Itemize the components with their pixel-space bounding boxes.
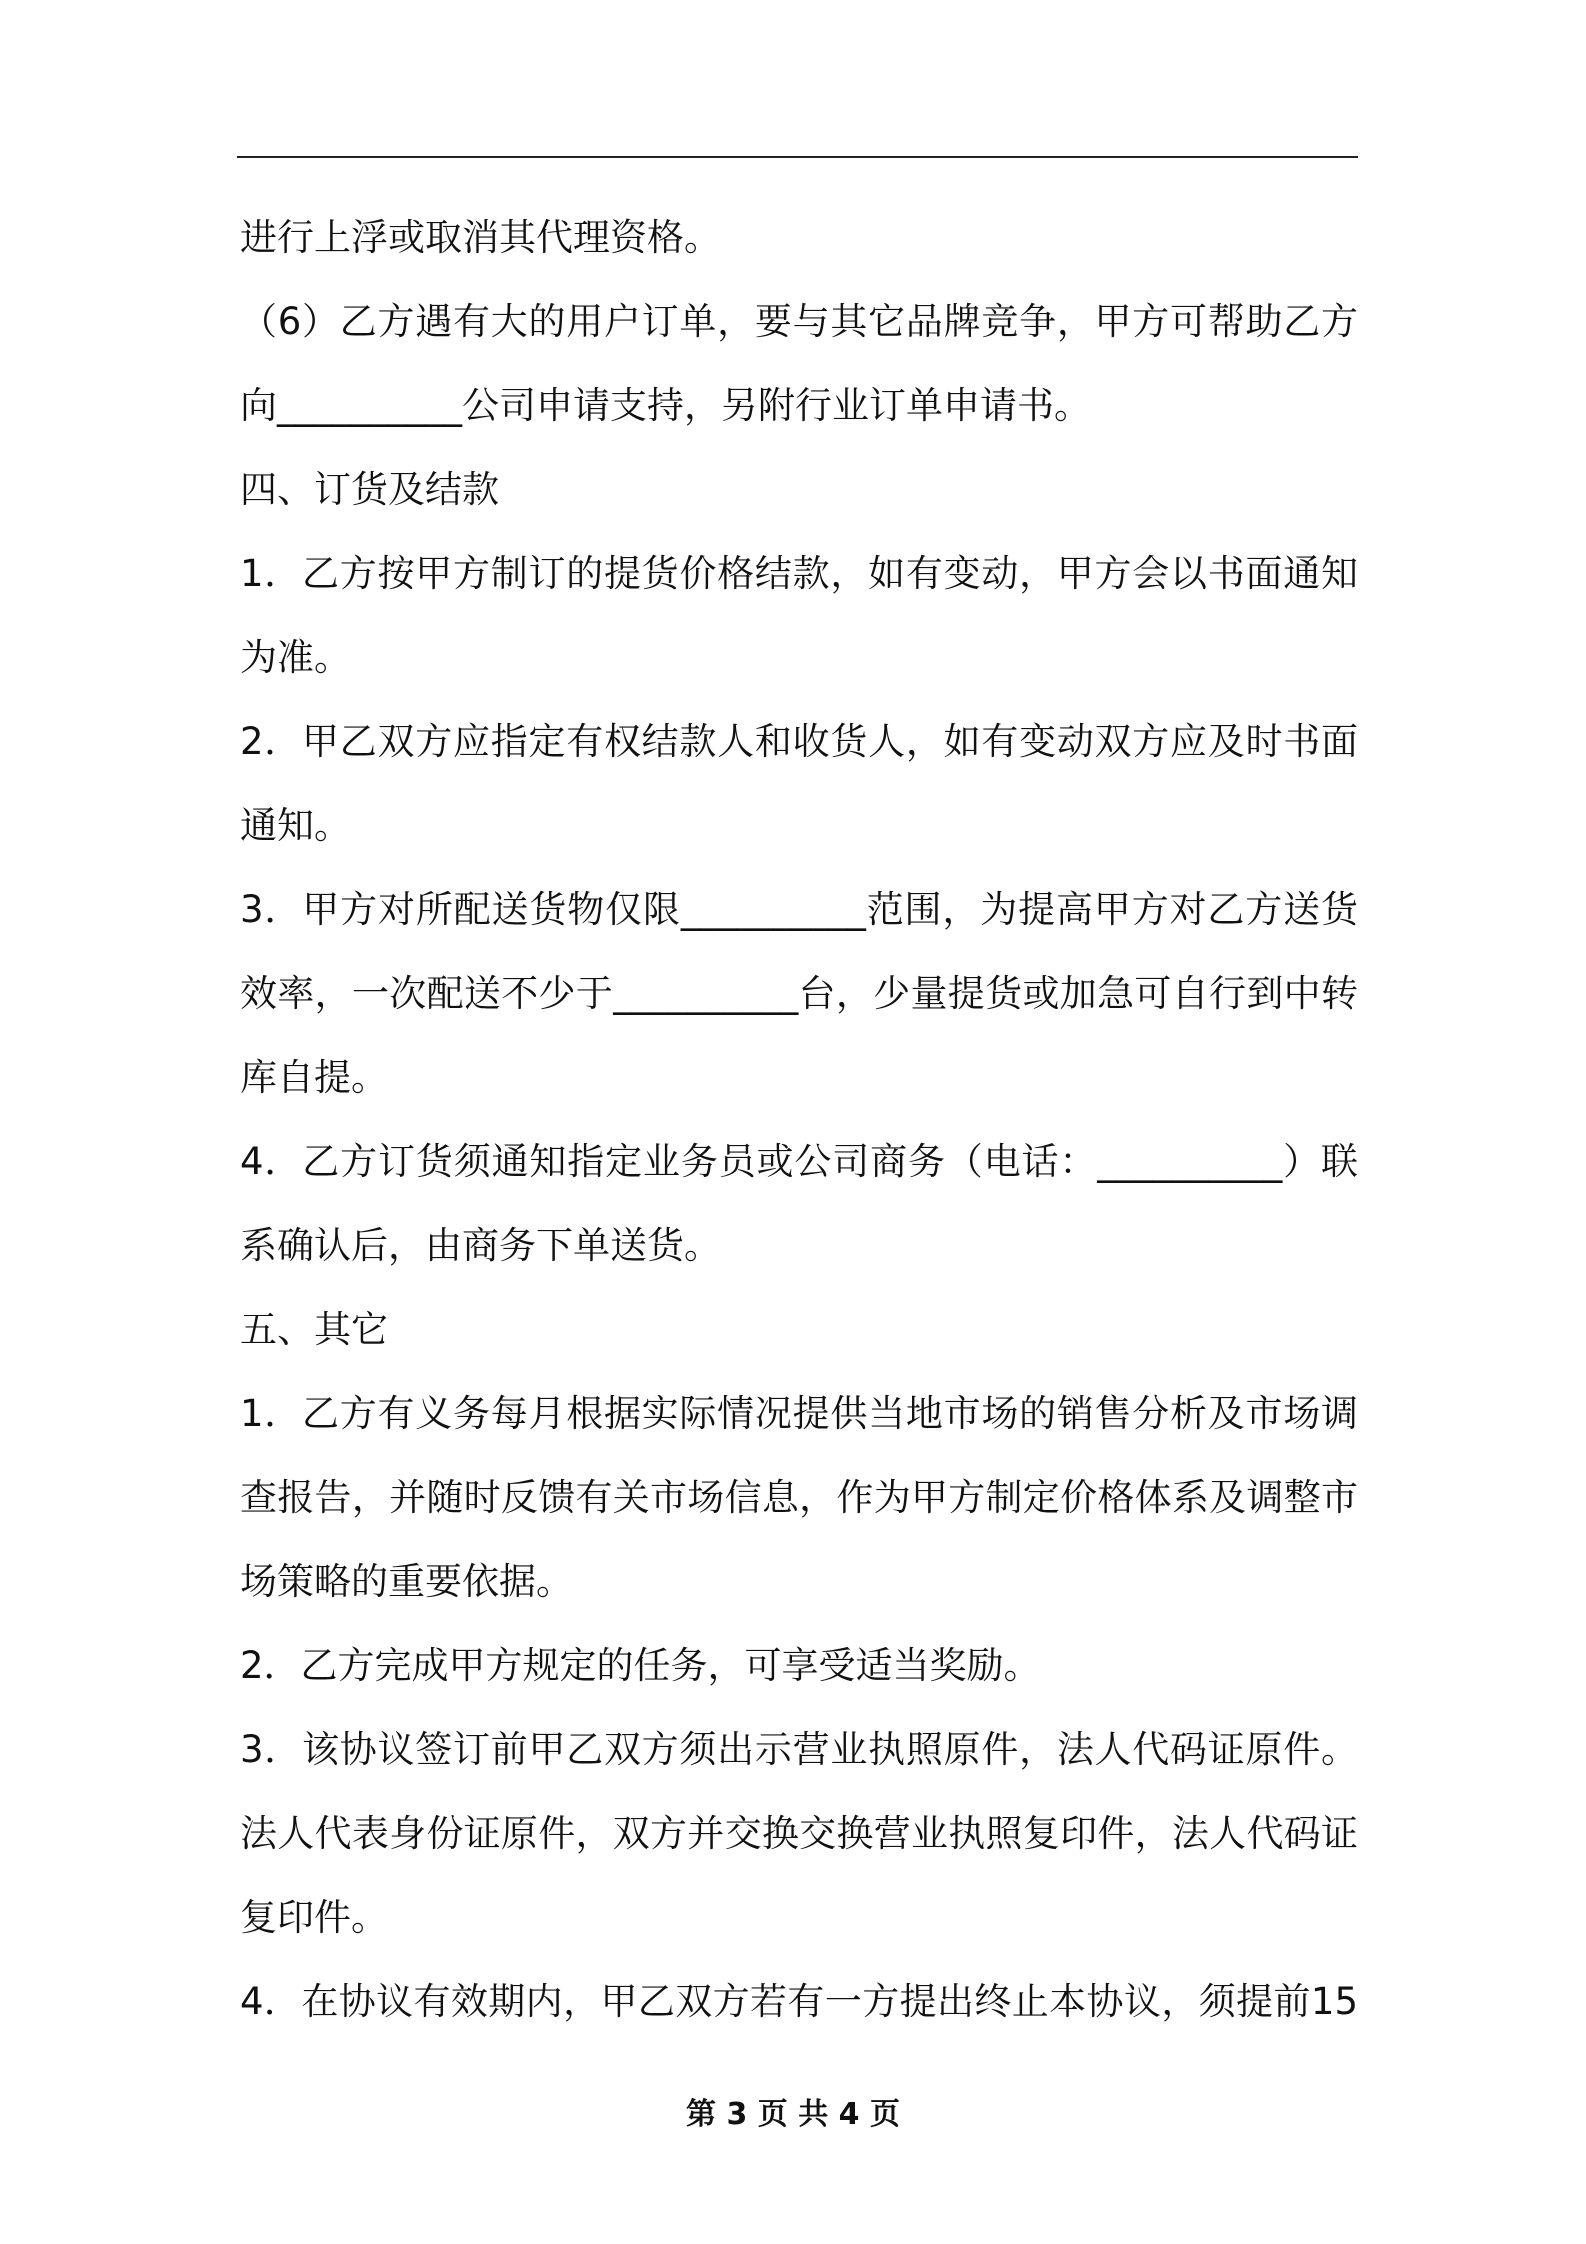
text-line: 场策略的重要依据。 — [240, 1560, 573, 1603]
text-line: 通知。 — [240, 804, 351, 847]
text-line: 库自提。 — [240, 1056, 388, 1099]
text-line: 2．乙方完成甲方规定的任务，可享受适当奖励。 — [240, 1644, 1041, 1687]
page-number-footer: 第 3 页 共 4 页 — [686, 2097, 900, 2132]
text-line: 法人代表身份证原件，双方并交换交换营业执照复印件，法人代码证 — [240, 1812, 1358, 1855]
section-heading: 四、订货及结款 — [240, 468, 499, 511]
document-body — [240, 196, 1358, 2044]
text-line: 查报告，并随时反馈有关市场信息，作为甲方制定价格体系及调整市 — [240, 1476, 1358, 1519]
text-line: 系确认后，由商务下单送货。 — [240, 1224, 721, 1267]
text-line: 复印件。 — [240, 1896, 388, 1939]
text-line: 4．乙方订货须通知指定业务员或公司商务（电话：__________）联 — [240, 1140, 1358, 1183]
text-line: 4．在协议有效期内，甲乙双方若有一方提出终止本协议，须提前15 — [240, 1980, 1358, 2023]
text-line: 为准。 — [240, 636, 351, 679]
text-line: 3．该协议签订前甲乙双方须出示营业执照原件，法人代码证原件。 — [240, 1728, 1358, 1771]
text-line: 1．乙方有义务每月根据实际情况提供当地市场的销售分析及市场调 — [240, 1392, 1358, 1435]
text-line: 3．甲方对所配送货物仅限__________范围，为提高甲方对乙方送货 — [240, 888, 1358, 931]
text-line: （6）乙方遇有大的用户订单，要与其它品牌竞争，甲方可帮助乙方 — [240, 300, 1358, 343]
text-line: 效率，一次配送不少于__________台，少量提货或加急可自行到中转 — [240, 972, 1358, 1015]
text-line: 向__________公司申请支持，另附行业订单申请书。 — [240, 384, 1091, 427]
header-rule — [237, 156, 1358, 158]
text-line: 2．甲乙双方应指定有权结款人和收货人，如有变动双方应及时书面 — [240, 720, 1358, 763]
text-line: 1．乙方按甲方制订的提货价格结款，如有变动，甲方会以书面通知 — [240, 552, 1358, 595]
text-line: 进行上浮或取消其代理资格。 — [240, 216, 721, 259]
section-heading: 五、其它 — [240, 1308, 388, 1351]
